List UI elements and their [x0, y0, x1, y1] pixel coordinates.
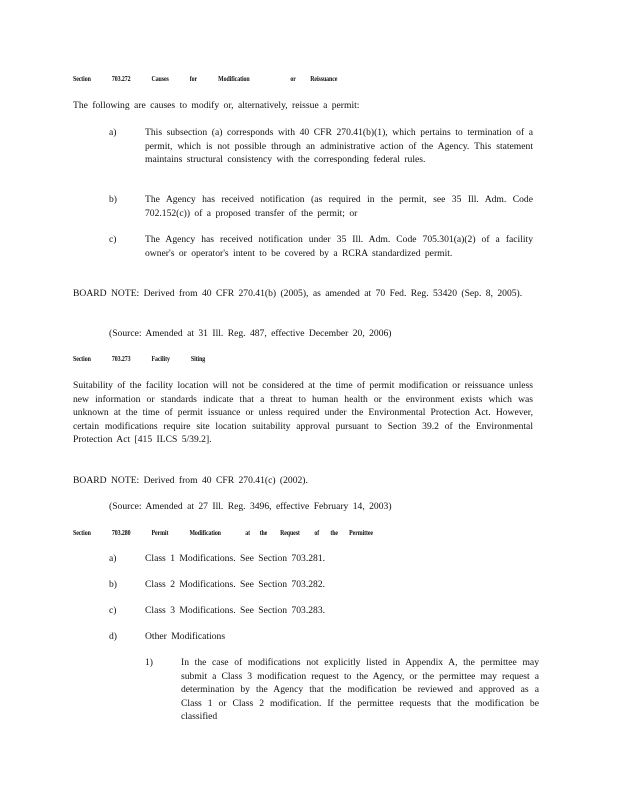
heading-word: the [330, 529, 338, 537]
heading-word: Permittee [349, 529, 373, 537]
item-label: c) [109, 234, 117, 245]
heading-word: for [189, 75, 198, 83]
item-label: b) [109, 579, 117, 590]
item-text: Other Modifications [145, 631, 226, 642]
item-text: The Agency has received notification (as required in the permit, see 35 Ill. Adm. Code 702.152(c)) of a proposed transfer of the permit; or [145, 194, 533, 219]
heading-section-number: 703.273 [111, 355, 131, 363]
item-text: This subsection (a) corresponds with 40 CFR 270.41(b)(1), which pertains to termination of a permit, which is not possible through an administrative action of the Agency. This statement maintains structural consistency with the corresponding federal rules. [145, 127, 533, 165]
board-note: BOARD NOTE: Derived from 40 CFR 270.41(c) (2002). [73, 475, 308, 486]
board-note: BOARD NOTE: Derived from 40 CFR 270.41(b) (2005), as amended at 70 Fed. Reg. 53420 (Sep. 8, 2005). [73, 288, 523, 299]
heading-word: Permit [151, 529, 169, 537]
heading-word: at [245, 529, 250, 537]
heading-word: Request [280, 529, 300, 537]
heading-word: Modification [189, 529, 221, 537]
subitem-label: 1) [145, 657, 153, 668]
intro-paragraph: The following are causes to modify or, alternatively, reissue a permit: [73, 100, 360, 111]
item-text: Class 2 Modifications. See Section 703.282. [145, 579, 326, 590]
source-note: (Source: Amended at 31 Ill. Reg. 487, effective December 20, 2006) [109, 328, 392, 339]
heading-word: Causes [151, 75, 169, 83]
heading-word: the [259, 529, 268, 537]
heading-section-word: Section [73, 529, 91, 537]
heading-word: or [290, 75, 296, 83]
item-label: b) [109, 194, 117, 205]
heading-word: Siting [190, 355, 206, 363]
subitem-text: In the case of modifications not explicitly listed in Appendix A, the permittee may submit a Class 3 modification request to the Agency, or the permittee may request a determination by the Agency that the modification be reviewed and approved as a Class 1 or Class 2 modification. If the permittee requests that the modification be classified [181, 657, 539, 722]
heading-section-number: 703.280 [111, 529, 131, 537]
body-paragraph: Suitability of the facility location will not be considered at the time of permit modification or reissuance unless new information or standards indicate that a threat to human health or the environment exists which was unknown at the time of permit issuance or unless required under the Environmental Protection Act. However, certain modifications require site location suitability approval pursuant to Section 39.2 of the Environmental Protection Act [415 ILCS 5/39.2]. [73, 380, 534, 445]
heading-word: Modification [218, 75, 250, 83]
item-text: The Agency has received notification under 35 Ill. Adm. Code 705.301(a)(2) of a facility owner's or operator's intent to be covered by a RCRA standardized permit. [145, 234, 533, 259]
heading-section-number: 703.272 [111, 75, 131, 83]
item-label: d) [109, 631, 117, 642]
heading-section-word: Section [73, 75, 91, 83]
item-label: a) [109, 127, 117, 138]
heading-word: Reissuance [310, 75, 338, 83]
source-note: (Source: Amended at 27 Ill. Reg. 3496, effective February 14, 2003) [109, 501, 392, 512]
item-label: c) [109, 605, 117, 616]
heading-word: Facility [151, 355, 170, 363]
heading-section-word: Section [73, 355, 91, 363]
section-heading-703-273 [73, 355, 205, 363]
item-text: Class 1 Modifications. See Section 703.281. [145, 553, 326, 564]
item-label: a) [109, 553, 117, 564]
heading-word: of [314, 529, 320, 537]
item-text: Class 3 Modifications. See Section 703.283. [145, 605, 326, 616]
section-heading-703-272 [73, 75, 337, 83]
section-heading-703-280 [73, 529, 373, 537]
